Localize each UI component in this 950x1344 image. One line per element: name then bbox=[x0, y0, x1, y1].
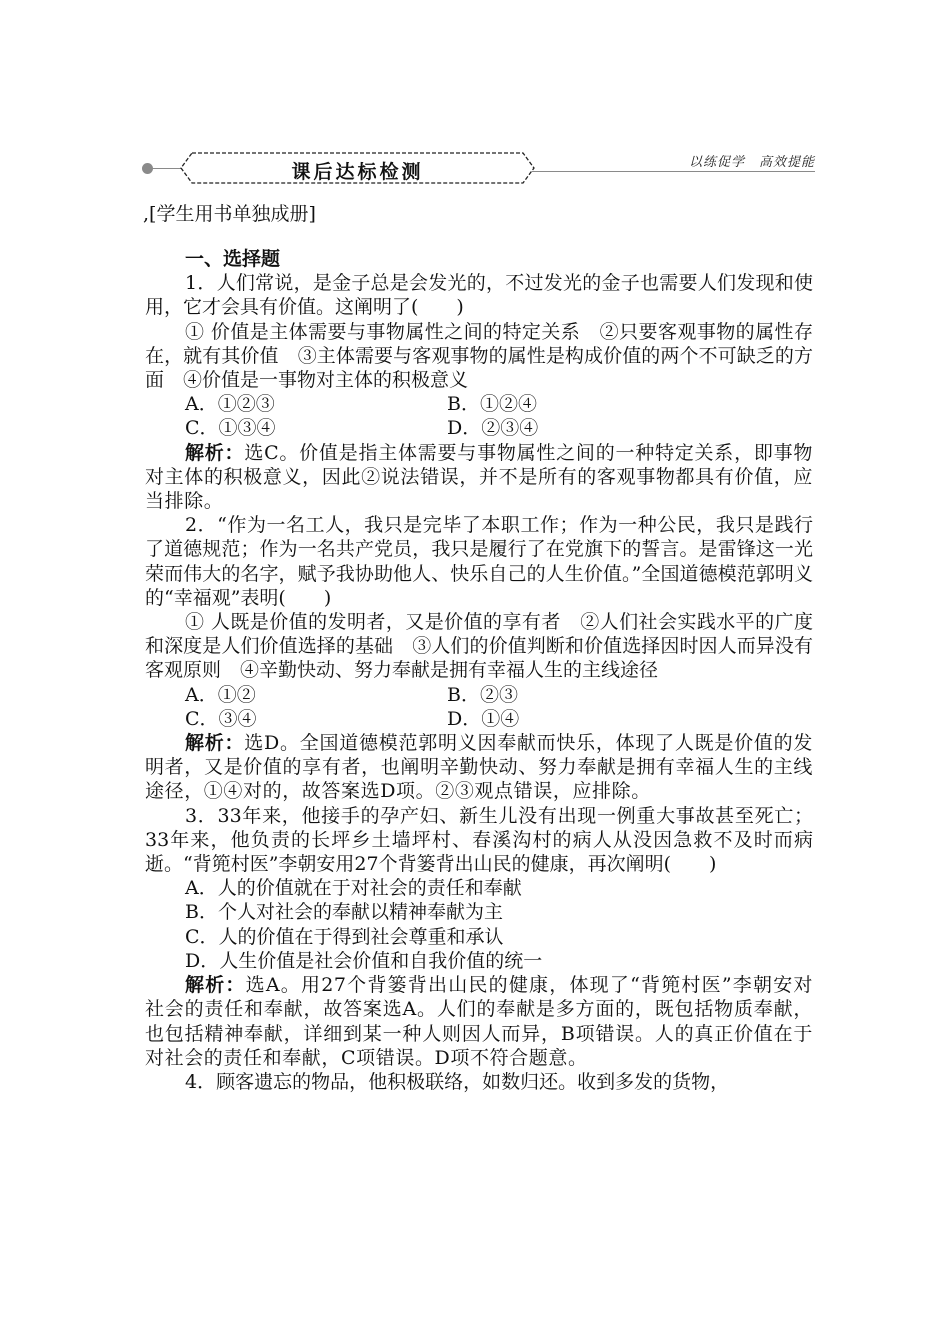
question-2-stem: 2．“作为一名工人，我只是完毕了本职工作；作为一种公民，我只是践行了道德规范；作为一名共产党员，我只是履行了在党旗下的誓言。是雷锋这一光荣而伟大的名字，赋予我协助他人、快乐自己的人生价值。”全国道德模范郭明义的“幸福观”表明( ) bbox=[145, 514, 813, 609]
question-1-stem: 1．人们常说，是金子总是会发光的，不过发光的金子也需要人们发现和使用，它才会具有价值。这阐明了( ) bbox=[145, 272, 813, 319]
question-1-options-row-2 bbox=[145, 416, 813, 440]
question-2-option-c: C．③④ bbox=[185, 707, 257, 730]
question-1-option-c: C．①③④ bbox=[185, 417, 276, 440]
header-rule-left bbox=[152, 168, 182, 169]
answer-label: 解析： bbox=[185, 974, 246, 997]
section-header bbox=[140, 150, 815, 186]
question-2-option-a: A．①② bbox=[185, 683, 256, 706]
header-slogan: 以练促学 高效提能 bbox=[688, 155, 815, 170]
question-1-answer-text: 选C。价值是指主体需要与事物属性之间的一种特定关系，即事物对主体的积极意义，因此②说法错误，并不是所有的客观事物都具有价值，应当排除。 bbox=[145, 441, 813, 513]
question-1-options-row-1 bbox=[145, 392, 813, 416]
question-1-option-a: A．①②③ bbox=[185, 393, 275, 416]
question-3-option-b: B．个人对社会的奉献以精神奉献为主 bbox=[185, 901, 503, 924]
question-2-option-d: D．①④ bbox=[447, 707, 520, 730]
answer-label: 解析： bbox=[185, 732, 245, 755]
question-1-answer bbox=[145, 441, 813, 514]
question-3-option-a: A．人的价值就在于对社会的责任和奉献 bbox=[185, 877, 522, 900]
question-2-statements: ① 人既是价值的发明者，又是价值的享有者 ②人们社会实践水平的广度和深度是人们价值选择的基础 ③人们的价值判断和价值选择因时因人而异没有客观原则 ④辛勤快动、努力奉献是拥有幸福人生的主线途径 bbox=[145, 611, 813, 682]
question-3-answer bbox=[145, 973, 813, 1070]
book-note: ,[学生用书单独成册] bbox=[143, 203, 316, 225]
question-3-option-d: D．人生价值是社会价值和自我价值的统一 bbox=[185, 949, 543, 972]
header-title-frame bbox=[180, 152, 535, 184]
question-1-option-b: B．①②④ bbox=[447, 393, 537, 416]
section-title: 一、选择题 bbox=[185, 248, 281, 270]
question-content bbox=[145, 247, 813, 1094]
question-3-answer-text: 选A。用27个背篓背出山民的健康，体现了“背篼村医”李朝安对社会的责任和奉献，故答案选A。人们的奉献是多方面的，既包括物质奉献，也包括精神奉献，详细到某一种人则因人而异，B项错误。人的真正价值在于对社会的责任和奉献，C项错误。D项不符合题意。 bbox=[145, 974, 814, 1069]
question-2-answer bbox=[145, 731, 813, 804]
question-1-option-d: D．②③④ bbox=[447, 417, 539, 440]
question-4-stem: 4．顾客遗忘的物品，他积极联络，如数归还。收到多发的货物， bbox=[185, 1070, 730, 1093]
question-2-answer-text: 选D。全国道德模范郭明义因奉献而快乐，体现了人既是价值的发明者，又是价值的享有者，也阐明辛勤快动、努力奉献是拥有幸福人生的主线途径，①④对的，故答案选D项。②③观点错误，应排除。 bbox=[145, 732, 813, 803]
question-1-statements: ① 价值是主体需要与事物属性之间的特定关系 ②只要客观事物的属性存在，就有其价值 ③主体需要与客观事物的属性是构成价值的两个不可缺乏的方面 ④价值是一事物对主体的积极意义 bbox=[145, 320, 813, 392]
header-title: 课后达标检测 bbox=[291, 161, 424, 183]
question-2-option-b: B．②③ bbox=[447, 683, 518, 706]
question-3-stem: 3．33年来，他接手的孕产妇、新生儿没有出现一例重大事故甚至死亡；33年来，他负责的长坪乡土墙坪村、春溪沟村的病人从没因急救不及时而病逝。“背篼村医”李朝安用27个背篓背出山民的健康，再次阐明( ) bbox=[145, 804, 813, 876]
answer-label: 解析： bbox=[185, 441, 245, 464]
question-3-option-c: C．人的价值在于得到社会尊重和承认 bbox=[185, 925, 504, 948]
question-2-options-row-1 bbox=[145, 683, 813, 707]
header-rule-right bbox=[532, 171, 815, 172]
question-2-options-row-2 bbox=[145, 707, 813, 731]
